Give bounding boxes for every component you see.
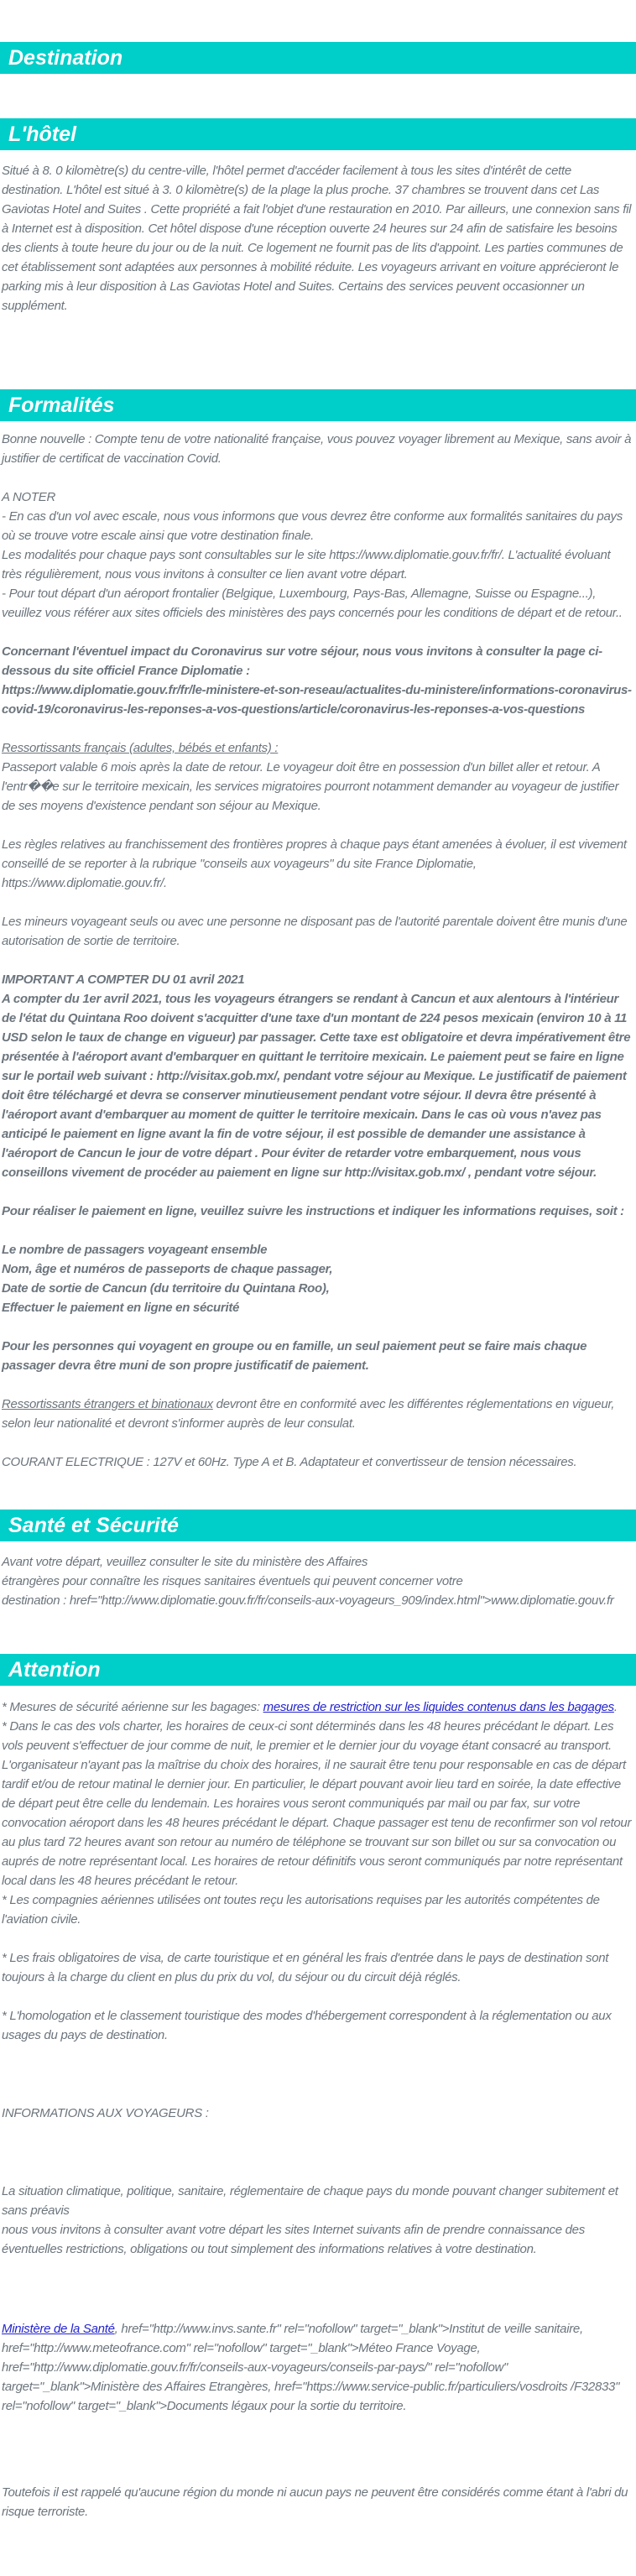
formalites-section-title: Formalités <box>8 393 115 417</box>
sante-line-1: Avant votre départ, veuillez consulter le site du ministère des Affaires <box>2 1555 368 1569</box>
note-escale: - En cas d'un vol avec escale, nous vous informons que vous devrez être conforme aux formalités sanitaires du pays où se trouve votre escale ainsi que votre destination finale. <box>2 509 623 543</box>
bagages-text-prefix: * Mesures de sécurité aérienne sur les bagages: <box>2 1700 263 1714</box>
paiement-item-securite: Effectuer le paiement en ligne en sécurité <box>2 1301 240 1315</box>
informations-voyageurs-heading: INFORMATIONS AUX VOYAGEURS : <box>2 2106 209 2120</box>
ressortissants-etrangers-text: devront être en conformité avec les différentes réglementations en vigueur, selon leur nationalité et devront s'informer auprès de leur consulat. <box>2 1397 615 1431</box>
risque-terroriste-info: Toutefois il est rappelé qu'aucune région du monde ni aucun pays ne peuvent être considérés comme étant à l'abri du risque terroriste. <box>2 2485 628 2519</box>
sante-line-3: destination : href="http://www.diplomatie.gouv.fr/fr/conseils-aux-voyageurs_909/index.html">www.diplomatie.gouv.fr <box>2 1593 614 1608</box>
section-header-attention <box>0 1654 636 1686</box>
covid-good-news: Bonne nouvelle : Compte tenu de votre nationalité française, vous pouvez voyager librement au Mexique, sans avoir à justifier de certificat de vaccination Covid. <box>2 432 632 466</box>
ministere-sante-link[interactable]: Ministère de la Santé <box>2 2322 115 2336</box>
section-header-sante <box>0 1510 636 1541</box>
sante-line-2: étrangères pour connaître les risques sanitaires éventuels qui peuvent concerner votre <box>2 1574 463 1588</box>
paiement-item-passagers: Le nombre de passagers voyageant ensemble <box>2 1243 268 1257</box>
situation-text-2: nous vous invitons à consulter avant votre départ les sites Internet suivants afin de prendre connaissance des éventuelles restrictions, obligations ou tout simplement des informations relatives à votre destination. <box>2 2223 585 2256</box>
ressortissants-francais-heading: Ressortissants français (adultes, bébés et enfants) : <box>2 741 279 755</box>
visitax-info: A compter du 1er avril 2021, tous les voyageurs étrangers se rendant à Cancun et aux alentours à l'intérieur de l'état du Quintana Roo doivent s'acquitter d'une taxe d'un montant de 224 pesos mexicain (environ 10 à 11 USD selon le taux de change en vigueur) par passager. Cette taxe est obligatoire et devra impérativement être présentée à l'aéroport avant d'embarquer en quittant le territoire mexicain. Le paiement peut se faire en ligne sur le portail web suivant : http://visitax.gob.mx/, pendant votre séjour au Mexique. Le justificatif de paiement doit être téléchargé et devra se conserver minutieusement pendant votre séjour. Il devra être présenté à l'aéroport avant d'embarquer au moment de quitter le territoire mexicain. Dans le cas où vous n'avez pas anticipé le paiement en ligne avant la fin de votre séjour, il est possible de demander une assistance à l'aéroport de Cancun le jour de votre départ . Pour éviter de retarder votre embarquement, nous vous conseillons vivement de procéder au paiement en ligne sur http://visitax.gob.mx/ , pendant votre séjour. <box>2 992 631 1180</box>
hotel-description: Situé à 8. 0 kilomètre(s) du centre-ville, l'hôtel permet d'accéder facilement à tous les sites d'intérêt de cette destination. L'hôtel est situé à 3. 0 kilomètre(s) de la plage la plus proche. 37 chambres se trouvent dans cet Las Gaviotas Hotel and Suites . Cette propriété a fait l'objet d'une restauration en 2010. Par ailleurs, une connexion sans fil à Internet est à disposition. Cet hôtel dispose d'une réception ouverte 24 heures sur 24 afin de satisfaire les besoins des clients à toute heure du jour ou de la nuit. Ce logement ne fournit pas de lits d'appoint. Les parties communes de cet établissement sont adaptées aux personnes à mobilité réduite. Les voyageurs arrivant en voiture apprécieront le parking mis à leur disposition à Las Gaviotas Hotel and Suites. Certains des services peuvent occasionner un supplément. <box>2 164 632 313</box>
vols-charter-info: * Dans le cas des vols charter, les horaires de ceux-ci sont déterminés dans les 48 heures précédant le départ. Les vols peuvent s'effectuer de jour comme de nuit, le premier et le dernier jour du voyage étant consacré au transport. L'organisateur n'ayant pas la maîtrise du choix des horaires, il ne saurait être tenu pour responsable en cas de départ tardif et/ou de retour matinal le dernier jour. En particulier, le départ pouvant avoir lieu tard en soirée, la date effective de départ peut être celle du lendemain. Les horaires vous seront communiqués par mail ou par fax, sur votre convocation aéroport dans les 48 heures précédant le départ. Chaque passager est tenu de reconfirmer son vol retour au plus tard 72 heures avant son retour au numéro de téléphone se trouvant sur son billet ou sur sa convocation ou auprés de notre représentant local. Les horaires de retour définitifs vous seront communiqués par notre représentant local dans les 48 heures précédant le retour. <box>2 1719 632 1888</box>
destination-section-title: Destination <box>8 45 123 70</box>
important-heading: IMPORTANT A COMPTER DU 01 avril 2021 <box>2 973 245 987</box>
situation-text-1: La situation climatique, politique, sanitaire, réglementaire de chaque pays du monde pouvant changer subitement et sans préavis <box>2 2184 618 2218</box>
paiement-required-list <box>2 1240 633 1317</box>
section-sante-securite <box>2 1510 633 1610</box>
section-attention <box>2 1654 633 2521</box>
section-hotel <box>2 118 633 315</box>
bagages-info <box>2 1697 633 1717</box>
coronavirus-url: https://www.diplomatie.gouv.fr/fr/le-ministere-et-son-reseau/actualites-du-ministere/informations-coronavirus-covid-19/coronavirus-les-reponses-a-vos-questions/article/coronavirus-les-reponses-a-vos-questions <box>2 683 632 717</box>
sante-section-title: Santé et Sécurité <box>8 1513 179 1537</box>
note-heading: A NOTER <box>2 490 56 504</box>
ressortissants-etrangers-info <box>2 1395 633 1433</box>
section-header-hotel <box>0 118 636 150</box>
hotel-section-title: L'hôtel <box>8 122 76 146</box>
bagages-text-suffix: . <box>613 1700 618 1714</box>
travel-info-document <box>0 42 636 2547</box>
ressortissants-etrangers-heading: Ressortissants étrangers et binationaux <box>2 1397 213 1411</box>
section-header-formalites <box>0 389 636 421</box>
situation-info <box>2 2182 633 2259</box>
homologation-info: * L'homologation et le classement touristique des modes d'hébergement correspondent à la réglementation ou aux usages du pays de destination. <box>2 2009 612 2042</box>
section-header-destination <box>0 42 636 74</box>
paiement-instructions-intro: Pour réaliser le paiement en ligne, veuillez suivre les instructions et indiquer les informations requises, soit : <box>2 1204 624 1218</box>
note-aeroport-frontalier: - Pour tout départ d'un aéroport frontalier (Belgique, Luxembourg, Pays-Bas, Allemagne, Suisse ou Espagne...), veuillez vous référer aux sites officiels des ministères des pays concernés pour les conditions de départ et de retour.. <box>2 587 623 620</box>
attention-section-title: Attention <box>8 1657 101 1682</box>
liens-utiles <box>2 2319 633 2416</box>
compagnies-aeriennes-info: * Les compagnies aériennes utilisées ont toutes reçu les autorisations requises par les autorités compétentes de l'aviation civile. <box>2 1893 600 1927</box>
liquides-restriction-link[interactable]: mesures de restriction sur les liquides contenus dans les bagages <box>263 1700 614 1714</box>
paiement-groupe-info: Pour les personnes qui voyagent en groupe ou en famille, un seul paiement peut se faire mais chaque passager devra être muni de son propre justificatif de paiement. <box>2 1339 587 1373</box>
paiement-item-identite: Nom, âge et numéros de passeports de chaque passager, <box>2 1262 333 1276</box>
liens-utiles-text: , href="http://www.invs.sante.fr" rel="nofollow" target="_blank">Institut de veille sanitaire, href="http://www.meteofrance.com" rel="nofollow" target="_blank">Méteo France Voyage, href="http://www.diplomatie.gouv.fr/fr/conseils-aux-voyageurs/conseils-par-pays/" rel="nofollow" target="_blank">Ministère des Affaires Etrangères, href="https://www.service-public.fr/particuliers/vosdroits /F32833" rel="nofollow" target="_blank">Documents légaux pour la sortie du territoire. <box>2 2322 620 2413</box>
frais-visa-info: * Les frais obligatoires de visa, de carte touristique et en général les frais d'entrée dans le pays de destination sont toujours à la charge du client en plus du prix du vol, du séjour ou du circuit déjà réglés. <box>2 1951 609 1984</box>
mineurs-info: Les mineurs voyageant seuls ou avec une personne ne disposant pas de l'autorité parentale doivent être munis d'une autorisation de sortie de territoire. <box>2 915 628 948</box>
passeport-info: Passeport valable 6 mois après la date de retour. Le voyageur doit être en possession d'un billet aller et retour. A l'entr��e sur le territoire mexicain, les services migratoires pourront notamment demander au voyageur de justifier de ses moyens d'existence pendant son séjour au Mexique. <box>2 760 619 813</box>
paiement-item-date-sortie: Date de sortie de Cancun (du territoire du Quintana Roo), <box>2 1281 330 1296</box>
courant-electrique-info: COURANT ELECTRIQUE : 127V et 60Hz. Type A et B. Adaptateur et convertisseur de tension nécessaires. <box>2 1455 577 1469</box>
frontieres-info: Les règles relatives au franchissement des frontières propres à chaque pays étant amenées à évoluer, il est vivement conseillé de se reporter à la rubrique "conseils aux voyageurs" du site France Diplomatie, https://www.diplomatie.gouv.fr/. <box>2 837 627 890</box>
section-formalites <box>2 389 633 1472</box>
section-destination <box>2 42 633 74</box>
note-modalites: Les modalités pour chaque pays sont consultables sur le site https://www.diplomatie.gouv.fr/fr/. L'actualité évoluant très régulièrement, nous vous invitons à consulter ce lien avant votre départ. <box>2 548 611 581</box>
coronavirus-notice: Concernant l'éventuel impact du Coronavirus sur votre séjour, nous vous invitons à consulter la page ci-dessous du site officiel France Diplomatie : <box>2 644 602 678</box>
